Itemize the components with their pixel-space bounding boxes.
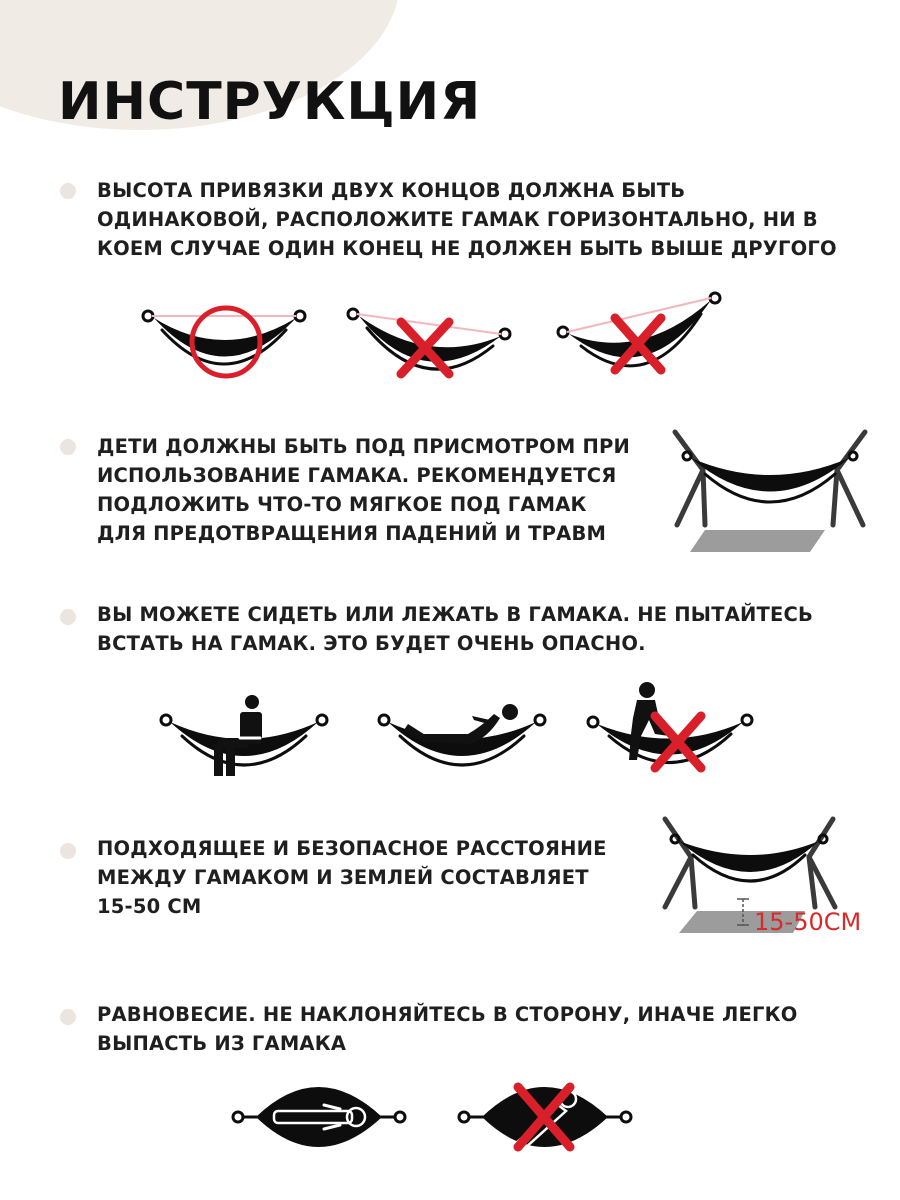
section-2-bullet <box>60 439 76 455</box>
hammock-stand-with-mat-illustration <box>665 430 875 560</box>
hammock-top-view-balanced-illustration <box>232 1075 407 1160</box>
hammock-tilted-right-wrong-illustration <box>555 290 725 380</box>
section-1-bullet <box>60 183 76 199</box>
hammock-top-view-leaning-wrong-illustration <box>458 1075 633 1160</box>
section-5-bullet <box>60 1009 76 1025</box>
hammock-standing-person-wrong-illustration <box>585 680 755 780</box>
section-5-text <box>97 1000 798 1058</box>
section-2-text <box>97 432 630 548</box>
section-1-line-3: КОЕМ СЛУЧАЕ ОДИН КОНЕЦ НЕ ДОЛЖЕН БЫТЬ ВЫШЕ ДРУГОГО <box>97 237 837 260</box>
section-4-line-3: 15-50 СМ <box>97 895 202 918</box>
page-title: ИНСТРУКЦИЯ <box>58 72 482 132</box>
section-3-line-2: ВСТАТЬ НА ГАМАК. ЭТО БУДЕТ ОЧЕНЬ ОПАСНО. <box>97 632 646 655</box>
distance-label: 15-50CM <box>754 908 862 936</box>
section-4-text <box>97 834 607 921</box>
section-2-line-1: ДЕТИ ДОЛЖНЫ БЫТЬ ПОД ПРИСМОТРОМ ПРИ <box>97 435 631 458</box>
section-1-line-2: ОДИНАКОВОЙ, РАСПОЛОЖИТЕ ГАМАК ГОРИЗОНТАЛЬНО, НИ В <box>97 208 818 231</box>
section-2-line-2: ИСПОЛЬЗОВАНИЕ ГАМАКА. РЕКОМЕНДУЕТСЯ <box>97 464 617 487</box>
section-3-bullet <box>60 609 76 625</box>
section-4-bullet <box>60 843 76 859</box>
section-1-text <box>97 176 837 263</box>
hammock-sitting-person-illustration <box>160 690 330 785</box>
section-3-line-1: ВЫ МОЖЕТЕ СИДЕТЬ ИЛИ ЛЕЖАТЬ В ГАМАКА. НЕ ПЫТАЙТЕСЬ <box>97 603 814 626</box>
section-4-line-2: МЕЖДУ ГАМАКОМ И ЗЕМЛЕЙ СОСТАВЛЯЕТ <box>97 866 589 889</box>
hammock-tilted-left-wrong-illustration <box>345 300 515 390</box>
section-3-text <box>97 600 813 658</box>
section-5-line-1: РАВНОВЕСИЕ. НЕ НАКЛОНЯЙТЕСЬ В СТОРОНУ, ИНАЧЕ ЛЕГКО <box>97 1003 798 1026</box>
section-4-line-1: ПОДХОДЯЩЕЕ И БЕЗОПАСНОЕ РАССТОЯНИЕ <box>97 837 607 860</box>
section-2-line-4: ДЛЯ ПРЕДОТВРАЩЕНИЯ ПАДЕНИЙ И ТРАВМ <box>97 522 607 545</box>
section-5-line-2: ВЫПАСТЬ ИЗ ГАМАКА <box>97 1032 347 1055</box>
hammock-lying-person-illustration <box>378 690 548 785</box>
section-2-line-3: ПОДЛОЖИТЬ ЧТО-ТО МЯГКОЕ ПОД ГАМАК <box>97 493 587 516</box>
hammock-level-correct-illustration <box>140 300 310 390</box>
section-1-line-1: ВЫСОТА ПРИВЯЗКИ ДВУХ КОНЦОВ ДОЛЖНА БЫТЬ <box>97 179 686 202</box>
